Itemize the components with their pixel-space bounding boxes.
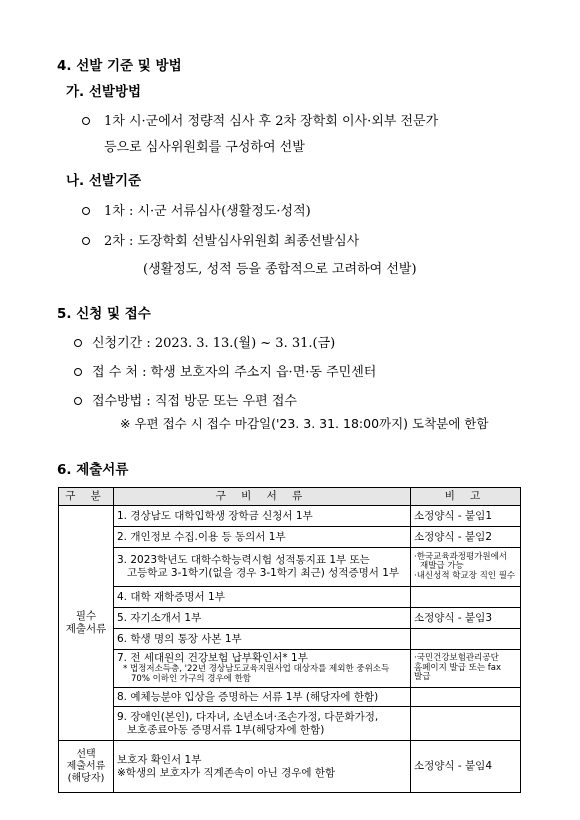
table-row — [59, 629, 521, 650]
table-row — [59, 707, 521, 741]
section4b-title: 나. 선발기준 — [66, 173, 142, 189]
doc-cell — [114, 548, 411, 587]
method-line1: 1차 시·군에서 정량적 심사 후 2차 장학회 이사·외부 전문가 — [104, 114, 439, 129]
section5-title: 5. 신청 및 접수 — [57, 306, 151, 322]
table-row — [59, 650, 521, 688]
remark-cell — [411, 587, 521, 608]
remark-line: 발급 — [414, 672, 431, 683]
header-documents: 구 비 서 류 — [114, 488, 411, 506]
doc-line: 보호종료아동 증명서류 1부(해당자에 한함) — [127, 723, 325, 736]
table-header-row — [59, 488, 521, 506]
criteria-item1: 1차 : 시·군 서류심사(생활정도·성적) — [104, 204, 311, 219]
criteria-item2-note: (생활정도, 성적 등을 종합적으로 고려하여 선발) — [143, 262, 417, 277]
table-row — [59, 688, 521, 707]
remark-cell — [411, 650, 521, 688]
doc-cell — [114, 707, 411, 741]
bullet-circle-icon — [82, 207, 90, 215]
doc-line: 7. 전 세대원의 건강보험 납부확인서* 1부 — [117, 652, 308, 665]
mail-note: ※ 우편 접수 시 접수 마감일('23. 3. 31. 18:00까지) 도착분에 한함 — [120, 416, 489, 431]
remark-line: ·국민건강보험관리공단 — [414, 653, 499, 664]
documents-table — [58, 487, 521, 793]
criteria-item2: 2차 : 도장학회 선발심사위원회 최종선발심사 — [104, 234, 360, 249]
apply-method: 접수방법 : 직접 방문 또는 우편 접수 — [92, 394, 297, 409]
remark-cell — [411, 688, 521, 707]
remark-line: ·내신성적 학교장 직인 필수 — [414, 570, 516, 581]
remark-line: 홈페이지 발급 또는 fax — [414, 662, 502, 673]
doc-cell: 6. 학생 명의 통장 사본 1부 — [114, 629, 411, 650]
remark-cell: 소정양식 - 붙임4 — [411, 741, 521, 793]
remark-cell — [411, 548, 521, 587]
doc-line: 보호자 확인서 1부 — [117, 753, 202, 766]
table-row — [59, 506, 521, 527]
remark-cell: 소정양식 - 붙임3 — [411, 608, 521, 629]
bullet-circle-icon — [74, 397, 82, 405]
optional-category: 선택 제출서류 (해당자) — [59, 741, 114, 793]
header-category: 구 분 — [59, 488, 114, 506]
table-row — [59, 741, 521, 793]
bullet-circle-icon — [82, 117, 90, 125]
remark-cell: 소정양식 - 붙임1 — [411, 506, 521, 527]
remark-cell: 소정양식 - 붙임2 — [411, 527, 521, 548]
doc-cell: 5. 자기소개서 1부 — [114, 608, 411, 629]
header-remarks: 비 고 — [411, 488, 521, 506]
doc-line: 9. 장애인(본인), 다자녀, 소년소녀·조손가정, 다문화가정, — [117, 710, 379, 723]
doc-cell: 8. 예체능분야 입상을 증명하는 서류 1부 (해당자에 한함) — [114, 688, 411, 707]
apply-place: 접 수 처 : 학생 보호자의 주소지 읍·면·동 주민센터 — [92, 365, 377, 380]
section6-title: 6. 제출서류 — [57, 462, 129, 478]
section4-title: 4. 선발 기준 및 방법 — [57, 58, 182, 74]
table-row — [59, 527, 521, 548]
section4a-title: 가. 선발방법 — [66, 84, 142, 100]
doc-cell: 2. 개인정보 수집.이용 등 동의서 1부 — [114, 527, 411, 548]
doc-line: ※학생의 보호자가 직계존속이 아닌 경우에 한함 — [117, 766, 336, 779]
table-row — [59, 608, 521, 629]
required-category: 필수 제출서류 — [59, 506, 114, 741]
doc-footnote: * 법정저소득층, '22년 경상남도교육지원사업 대상자를 제외한 중위소득 — [123, 664, 390, 675]
doc-line: 고등학교 3-1학기(없을 경우 3-1학기 최근) 성적증명서 1부 — [127, 567, 400, 579]
bullet-circle-icon — [74, 368, 82, 376]
method-line2: 등으로 심사위원회를 구성하여 선발 — [104, 140, 305, 155]
remark-cell — [411, 707, 521, 741]
doc-cell — [114, 741, 411, 793]
doc-cell: 4. 대학 재학증명서 1부 — [114, 587, 411, 608]
table-row — [59, 587, 521, 608]
apply-period: 신청기간 : 2023. 3. 13.(월) ~ 3. 31.(금) — [92, 336, 336, 351]
doc-footnote: 70% 이하인 가구의 경우에 한함 — [131, 673, 252, 684]
table-row — [59, 548, 521, 587]
doc-cell: 1. 경상남도 대학입학생 장학금 신청서 1부 — [114, 506, 411, 527]
remark-line: ·한국교육과정평가원에서 — [414, 551, 508, 562]
remark-line: 재발급 가능 — [420, 561, 464, 572]
bullet-circle-icon — [82, 237, 90, 245]
doc-cell — [114, 650, 411, 688]
doc-line: 3. 2023학년도 대학수학능력시험 성적통지표 1부 또는 — [117, 554, 370, 567]
remark-cell — [411, 629, 521, 650]
bullet-circle-icon — [74, 339, 82, 347]
